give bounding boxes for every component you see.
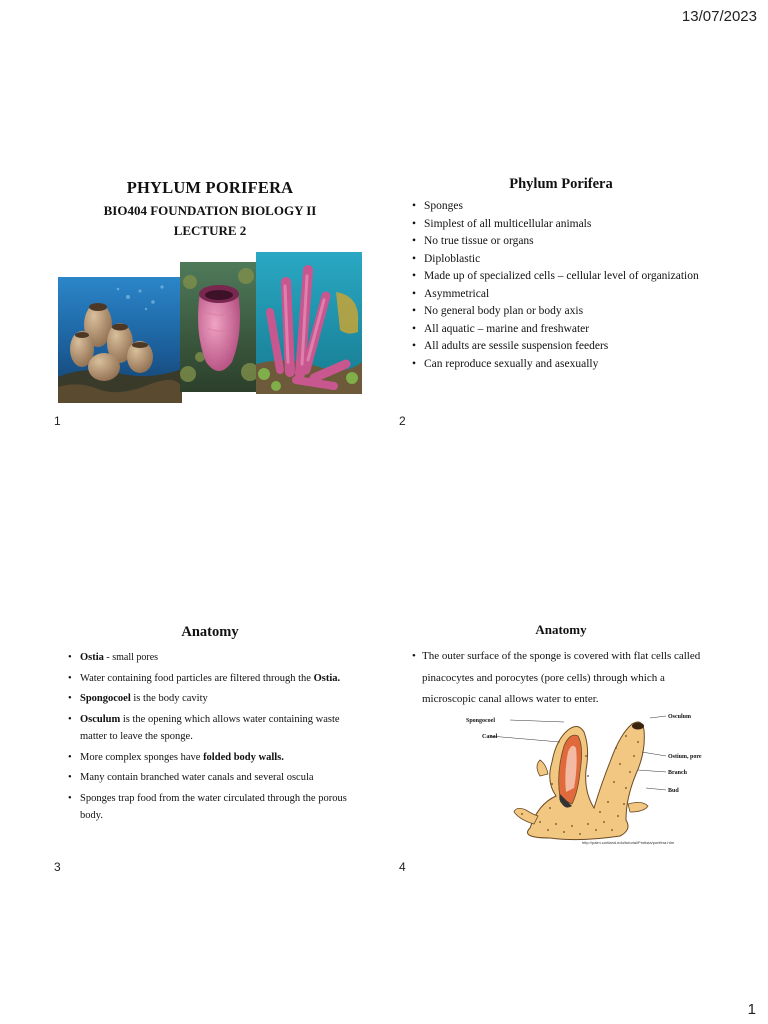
list-item xyxy=(58,769,362,787)
slide-number: 2 xyxy=(399,414,406,428)
term-bold: Spongocoel xyxy=(80,693,131,704)
lecture-number: LECTURE 2 xyxy=(173,223,247,238)
list-item: • Made up of specialized cells – cellular level of organization xyxy=(402,269,720,283)
list-item: • Can reproduce sexually and asexually xyxy=(402,357,720,371)
list-item: • Simplest of all multicellular animals xyxy=(402,217,720,231)
slide-title: Anatomy xyxy=(535,622,587,637)
definition-text: is the opening which allows water containing waste matter to leave the sponge. xyxy=(80,713,340,742)
branching-sponge-photo xyxy=(256,252,362,394)
list-item: • Sponges xyxy=(402,199,720,213)
slide-number: 4 xyxy=(399,860,406,874)
vase-sponge-photo xyxy=(180,262,258,392)
list-item xyxy=(58,711,362,746)
label-spongocoel: Spongocoel xyxy=(466,718,496,724)
label-branch: Branch xyxy=(668,770,688,776)
list-item xyxy=(58,690,362,708)
slide-3 xyxy=(58,624,362,844)
list-item xyxy=(58,749,362,767)
slide-title: Phylum Porifera xyxy=(509,176,613,192)
sponge-anatomy-diagram xyxy=(460,712,722,844)
list-item: • Diploblastic xyxy=(402,252,720,266)
body-text: Many contain branched water canals and several oscula xyxy=(80,772,314,783)
label-bud: Bud xyxy=(668,788,679,794)
label-ostium: Ostium, pore xyxy=(668,754,702,760)
slide-title: PHYLUM PORIFERA xyxy=(126,178,294,197)
list-item: • No general body plan or body axis xyxy=(402,304,720,318)
body-text: Water containing food particles are filtered through the xyxy=(80,672,314,684)
definition-text: - small pores xyxy=(103,652,159,663)
slide-2 xyxy=(402,176,720,416)
tube-sponge-photo xyxy=(58,277,182,403)
sponge-photos xyxy=(58,262,362,407)
term-bold: Ostia xyxy=(80,652,104,663)
list-item xyxy=(58,649,362,667)
definition-text: is the body cavity xyxy=(130,693,208,704)
bullet-list xyxy=(58,649,362,825)
bullet-list xyxy=(402,646,720,711)
slide-title: Anatomy xyxy=(181,624,239,640)
term-bold: Ostia. xyxy=(313,672,341,684)
body-text: Sponges trap food from the water circulated through the porous body. xyxy=(80,792,347,821)
list-item xyxy=(58,670,362,688)
slide-1 xyxy=(58,176,362,408)
label-canal: Canal xyxy=(482,734,498,740)
label-osculum: Osculum xyxy=(668,714,692,720)
slide-number: 1 xyxy=(54,414,61,428)
course-code: BIO404 FOUNDATION BIOLOGY II xyxy=(103,203,317,218)
source-url: http://palm.cortland.edu/tutorial/Protista/porifera.htm xyxy=(582,840,675,845)
bullet-list xyxy=(402,199,720,371)
list-item: • Asymmetrical xyxy=(402,287,720,301)
list-item: • All adults are sessile suspension feeders xyxy=(402,339,720,353)
body-text: More complex sponges have xyxy=(80,751,204,763)
slide-number: 3 xyxy=(54,860,61,874)
list-item: • The outer surface of the sponge is covered with flat cells called pinacocytes and porocytes (pore cells) through which a microscopic canal allows water to enter. xyxy=(402,646,720,711)
page-number: 1 xyxy=(747,1001,756,1018)
list-item: • No true tissue or organs xyxy=(402,234,720,248)
print-date: 13/07/2023 xyxy=(681,8,757,25)
list-item: • All aquatic – marine and freshwater xyxy=(402,322,720,336)
slide-4 xyxy=(402,622,720,852)
term-bold: folded body walls. xyxy=(203,751,284,763)
term-bold: Osculum xyxy=(80,713,121,725)
list-item xyxy=(58,790,362,825)
